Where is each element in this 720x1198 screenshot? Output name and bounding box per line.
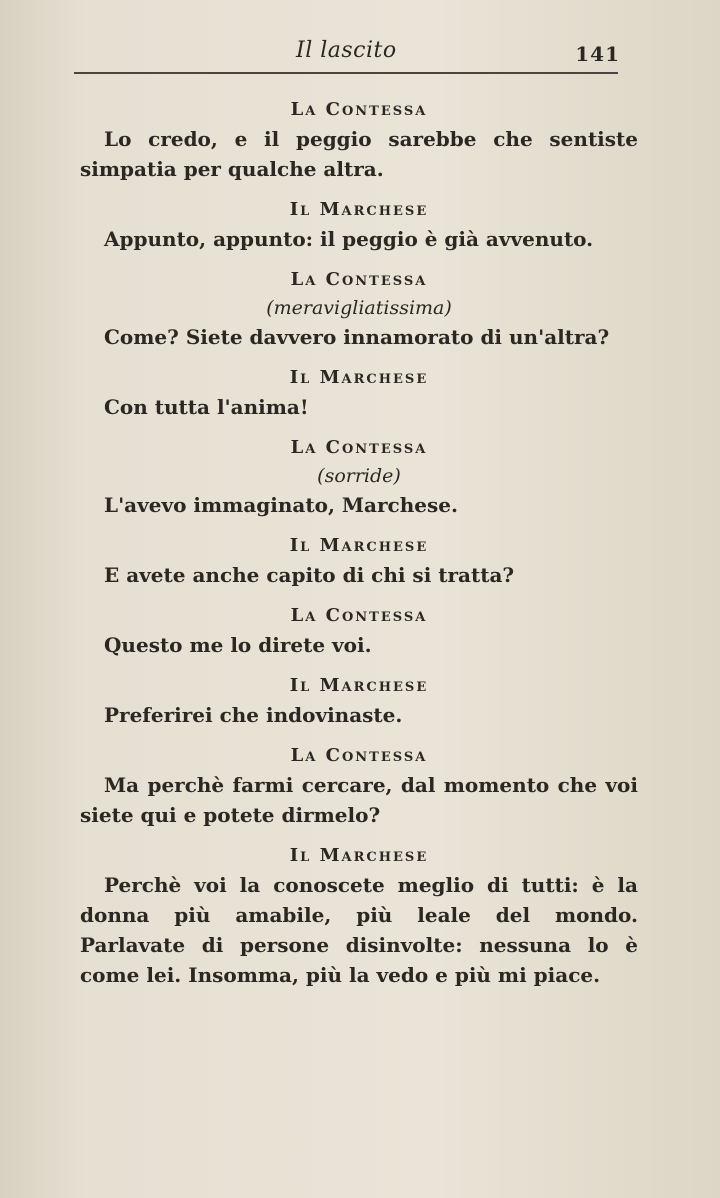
- dialogue-line: Ma perchè farmi cercare, dal momento che voi siete qui e potete dirmelo?: [80, 773, 638, 827]
- dialogue-line: L'avevo immaginato, Marchese.: [104, 493, 458, 517]
- running-title: Il lascito: [296, 38, 397, 63]
- dialogue-block: [80, 434, 638, 520]
- dialogue-line: E avete anche capito di chi si tratta?: [104, 563, 515, 587]
- dialogue-block: [80, 266, 638, 352]
- speaker-name: Il Marchese: [289, 845, 429, 866]
- speaker-name: La Contessa: [290, 437, 428, 458]
- dialogue-line: Preferirei che indovinaste.: [104, 703, 403, 727]
- page-number: 141: [575, 42, 620, 66]
- dialogue-line: Perchè voi la conoscete meglio di tutti: è la donna più amabile, più leale del mondo. Parlavate di persone disinvolte: nessuna lo è come lei. Insomma, più la vedo e più mi piace.: [80, 873, 638, 987]
- speaker-name: Il Marchese: [289, 199, 429, 220]
- speaker-name: Il Marchese: [289, 675, 429, 696]
- dialogue-line: Con tutta l'anima!: [104, 395, 309, 419]
- dialogue-block: [80, 196, 638, 254]
- dialogue-body: [80, 96, 638, 1002]
- dialogue-block: [80, 602, 638, 660]
- dialogue-block: [80, 742, 638, 830]
- header-rule: [74, 72, 618, 74]
- dialogue-block: [80, 842, 638, 990]
- dialogue-line: Appunto, appunto: il peggio è già avvenuto.: [104, 227, 594, 251]
- dialogue-line: Come? Siete davvero innamorato di un'altra?: [104, 325, 610, 349]
- dialogue-line: Questo me lo direte voi.: [104, 633, 372, 657]
- dialogue-block: [80, 672, 638, 730]
- dialogue-block: [80, 532, 638, 590]
- speaker-name: Il Marchese: [289, 367, 429, 388]
- stage-direction: (meravigliatissima): [266, 297, 452, 319]
- page-header: [74, 36, 620, 76]
- speaker-name: La Contessa: [290, 605, 428, 626]
- speaker-name: La Contessa: [290, 99, 428, 120]
- speaker-name: La Contessa: [290, 269, 428, 290]
- dialogue-block: [80, 96, 638, 184]
- speaker-name: Il Marchese: [289, 535, 429, 556]
- dialogue-line: Lo credo, e il peggio sarebbe che sentiste simpatia per qualche altra.: [80, 127, 638, 181]
- dialogue-block: [80, 364, 638, 422]
- speaker-name: La Contessa: [290, 745, 428, 766]
- stage-direction: (sorride): [317, 465, 401, 487]
